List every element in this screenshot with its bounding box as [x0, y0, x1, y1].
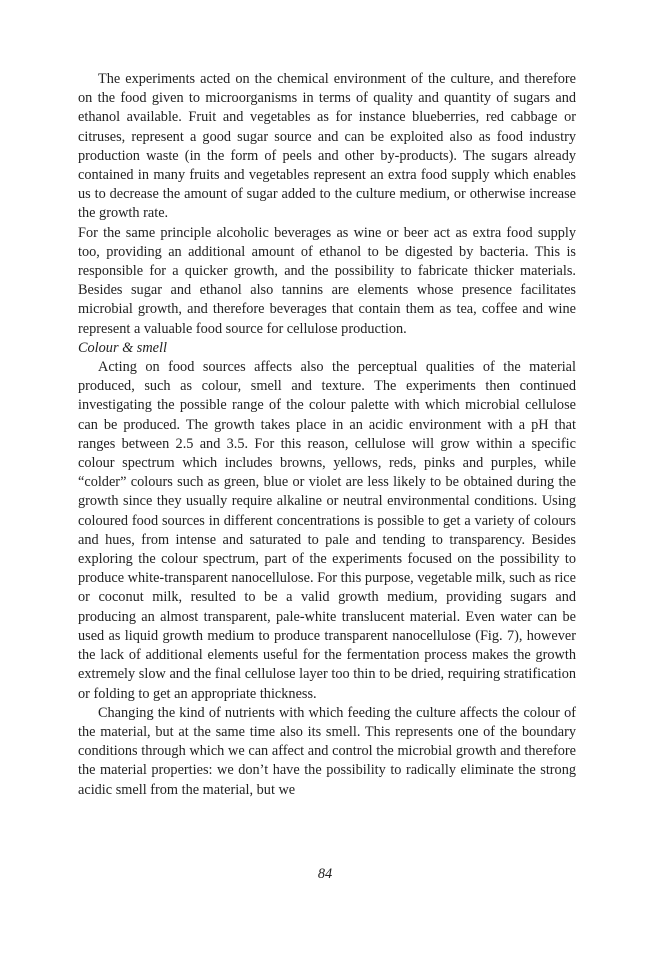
page-number: 84: [317, 866, 333, 882]
paragraph-colour: Acting on food sources affects also the perceptual qualities of the material produced, such as colour, smell and texture. The experiments then continued investigating the possible range of the colour palette with which microbial cellulose can be produced. The growth takes place in an acidic environment with a pH that ranges between 2.5 and 3.5. For this reason, cellulose will grow within a specific colour spectrum which includes browns, yellows, reds, pinks and purples, while “colder” colours such as green, blue or violet are less likely to be obtained during the growth since they usually require alkaline or neutral environmental conditions. Using coloured food sources in different concentrations is possible to get a variety of colours and hues, from intense and saturated to pale and tending to transparency. Besides exploring the colour spectrum, part of the experiments focused on the possibility to produce white-transparent nanocellulose. For this purpose, vegetable milk, such as rice or coconut milk, resulted to be a valid growth medium, providing sugars and producing an almost transparent, pale-white translucent material. Even water can be used as liquid growth medium to produce transparent nanocellulose (Fig. 7), however the lack of additional elements useful for the fermentation process makes the growth extremely slow and the final cellulose layer too thin to be dried, requiring stratification or folding to get an appropriate thickness.: [78, 359, 576, 702]
paragraph-experiments: The experiments acted on the chemical environment of the culture, and therefore on the food given to microorganisms in terms of quality and quantity of sugars and ethanol available. Fruit and vegetables as for instance blueberries, red cabbage or citruses, represent a good sugar source and can be exploited also as food industry production waste (in the form of peels and other by-products). The sugars already contained in many fruits and vegetables represent an extra food supply which enables us to decrease the amount of sugar added to the culture medium, or otherwise increase the growth rate.: [78, 71, 576, 222]
section-heading-colour-smell: Colour & smell: [78, 339, 167, 356]
body-text: [78, 70, 576, 800]
paragraph-alcoholic-beverages: For the same principle alcoholic beverages as wine or beer act as extra food supply too, providing an additional amount of ethanol to be digested by bacteria. This is responsible for a quicker growth, and the possibility to fabricate thicker materials. Besides sugar and ethanol also tannins are elements whose presence facilitates microbial growth, and therefore beverages that contain them as tea, coffee and wine represent a valuable food source for cellulose production.: [78, 224, 576, 337]
paragraph-smell: Changing the kind of nutrients with which feeding the culture affects the colour of the material, but at the same time also its smell. This represents one of the boundary conditions through which we can affect and control the microbial growth and therefore the material properties: we don’t have the possibility to radically eliminate the strong acidic smell from the material, but we: [78, 704, 576, 798]
